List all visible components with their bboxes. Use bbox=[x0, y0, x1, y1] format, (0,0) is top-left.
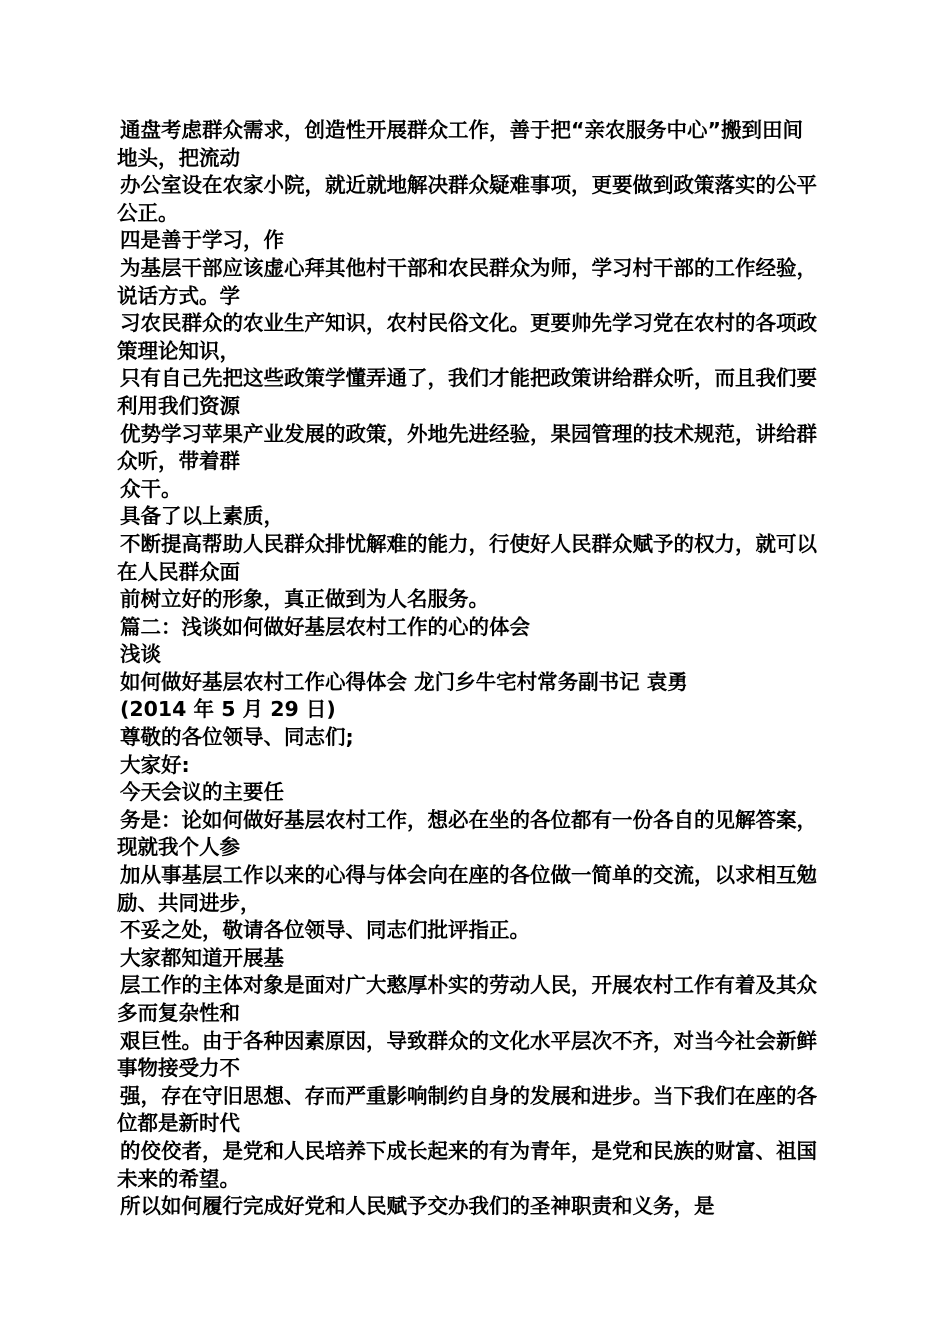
paragraph: 习农民群众的农业生产知识，农村民俗文化。更要帅先学习党在农村的各项政策理论知识， bbox=[117, 311, 817, 363]
date-line: (2014 年 5 月 29 日) bbox=[120, 697, 336, 722]
paragraph: 办公室设在农家小院，就近就地解决群众疑难事项，更要做到政策落实的公平公正。 bbox=[117, 173, 817, 225]
paragraph: 大家都知道开展基 bbox=[120, 945, 284, 970]
paragraph: 的佼佼者，是党和人民培养下成长起来的有为青年，是党和民族的财富、祖国未来的希望。 bbox=[117, 1138, 817, 1191]
paragraph: 不妥之处，敬请各位领导、同志们批评指正。 bbox=[120, 918, 530, 943]
paragraph: 务是：论如何做好基层农村工作，想必在坐的各位都有一份各自的见解答案，现就我个人参 bbox=[117, 807, 817, 860]
paragraph: 具备了以上素质， bbox=[120, 504, 284, 529]
section-heading: 篇二：浅谈如何做好基层农村工作的心的体会 bbox=[120, 614, 530, 639]
paragraph: 只有自己先把这些政策学懂弄通了，我们才能把政策讲给群众听，而且我们要利用我们资源 bbox=[117, 366, 817, 418]
greeting: 大家好: bbox=[120, 752, 190, 777]
paragraph: 艰巨性。由于各种因素原因，导致群众的文化水平层次不齐，对当今社会新鲜事物接受力不 bbox=[117, 1028, 817, 1081]
paragraph: 浅谈 bbox=[120, 642, 161, 667]
paragraph: 如何做好基层农村工作心得体会 龙门乡牛宅村常务副书记 袁勇 bbox=[120, 669, 688, 694]
document-page bbox=[117, 117, 823, 1221]
paragraph: 众干。 bbox=[120, 476, 182, 501]
paragraph: 为基层干部应该虚心拜其他村干部和农民群众为师，学习村干部的工作经验，说话方式。学 bbox=[117, 255, 817, 308]
paragraph: 不断提高帮助人民群众排忧解难的能力，行使好人民群众赋予的权力，就可以在人民群众面 bbox=[117, 531, 817, 584]
salutation: 尊敬的各位领导、同志们; bbox=[120, 725, 354, 750]
paragraph: 今天会议的主要任 bbox=[120, 780, 284, 805]
paragraph: 优势学习苹果产业发展的政策，外地先进经验，果园管理的技术规范，讲给群众听，带着群 bbox=[117, 421, 817, 474]
paragraph: 加从事基层工作以来的心得与体会向在座的各位做一简单的交流，以求相互勉励、共同进步， bbox=[117, 863, 817, 915]
paragraph: 强，存在守旧思想、存而严重影响制约自身的发展和进步。当下我们在座的各位都是新时代 bbox=[117, 1083, 817, 1136]
paragraph: 通盘考虑群众需求，创造性开展群众工作，善于把“亲农服务中心”搬到田间地头，把流动 bbox=[117, 118, 803, 170]
paragraph: 前树立好的形象，真正做到为人名服务。 bbox=[120, 587, 489, 612]
paragraph: 四是善于学习，作 bbox=[120, 228, 284, 253]
paragraph: 层工作的主体对象是面对广大憨厚朴实的劳动人民，开展农村工作有着及其众多而复杂性和 bbox=[117, 973, 817, 1025]
paragraph: 所以如何履行完成好党和人民赋予交办我们的圣神职责和义务，是 bbox=[120, 1194, 715, 1219]
